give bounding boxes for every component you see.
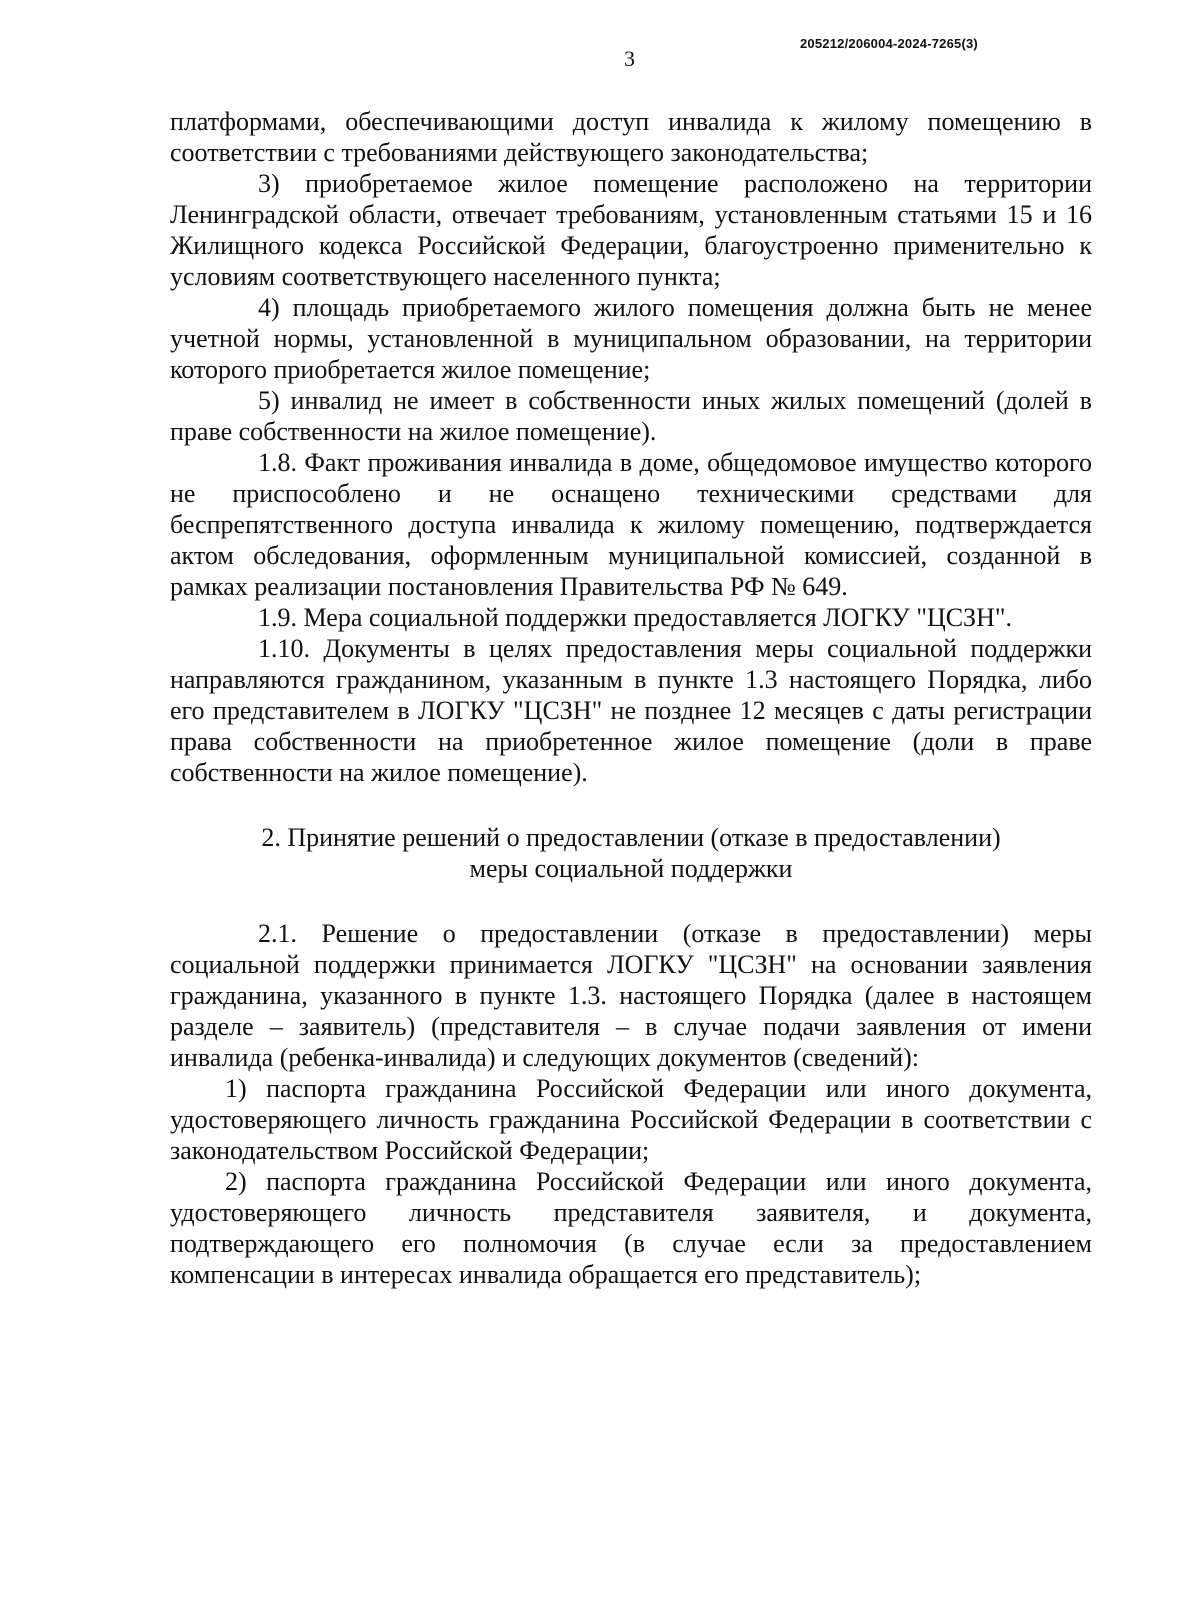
document-id: 205212/206004-2024-7265(3): [800, 36, 978, 51]
page-number: 3: [624, 46, 635, 71]
paragraph-1-10: 1.10. Документы в целях предоставления меры социальной поддержки направляются гражданином, указанным в пункте 1.3 настоящего Порядка, либо его представителем в ЛОГКУ "ЦСЗН" не позднее 12 месяцев с даты регистрации права собственности на приобретенное жилое помещение (доли в праве собственности на жилое помещение).: [170, 634, 1092, 787]
paragraph-list-item-1: 1) паспорта гражданина Российской Федерации или иного документа, удостоверяющего личность гражданина Российской Федерации в соответствии с законодательством Российской Федерации;: [170, 1074, 1092, 1165]
paragraph-1-8: 1.8. Факт проживания инвалида в доме, общедомовое имущество которого не приспособлено и не оснащено техническими средствами для беспрепятственного доступа инвалида к жилому помещению, подтверждается актом обследования, оформленным муниципальной комиссией, созданной в рамках реализации постановления Правительства РФ № 649.: [170, 448, 1092, 601]
document-body: [170, 106, 1092, 1290]
paragraph-item-4: 4) площадь приобретаемого жилого помещения должна быть не менее учетной нормы, установленной в муниципальном образовании, на территории которого приобретается жилое помещение;: [170, 293, 1092, 384]
paragraph-continuation: платформами, обеспечивающими доступ инвалида к жилому помещению в соответствии с требованиями действующего законодательства;: [170, 107, 1092, 167]
section-title-line-1: 2. Принятие решений о предоставлении (отказе в предоставлении): [261, 823, 1001, 852]
paragraph-2-1: 2.1. Решение о предоставлении (отказе в предоставлении) меры социальной поддержки принимается ЛОГКУ "ЦСЗН" на основании заявления гражданина, указанного в пункте 1.3. настоящего Порядка (далее в настоящем разделе – заявитель) (представителя – в случае подачи заявления от имени инвалида (ребенка-инвалида) и следующих документов (сведений):: [170, 919, 1092, 1072]
paragraph-item-5: 5) инвалид не имеет в собственности иных жилых помещений (долей в праве собственности на жилое помещение).: [170, 386, 1092, 446]
paragraph-item-3: 3) приобретаемое жилое помещение расположено на территории Ленинградской области, отвечает требованиям, установленным статьями 15 и 16 Жилищного кодекса Российской Федерации, благоустроенно применительно к условиям соответствующего населенного пункта;: [170, 169, 1092, 291]
section-title: [170, 822, 1092, 884]
paragraph-1-9: 1.9. Мера социальной поддержки предоставляется ЛОГКУ "ЦСЗН".: [258, 603, 1012, 632]
section-title-line-2: меры социальной поддержки: [469, 854, 793, 883]
paragraph-list-item-2: 2) паспорта гражданина Российской Федерации или иного документа, удостоверяющего личность представителя заявителя, и документа, подтверждающего его полномочия (в случае если за предоставлением компенсации в интересах инвалида обращается его представитель);: [170, 1167, 1092, 1289]
